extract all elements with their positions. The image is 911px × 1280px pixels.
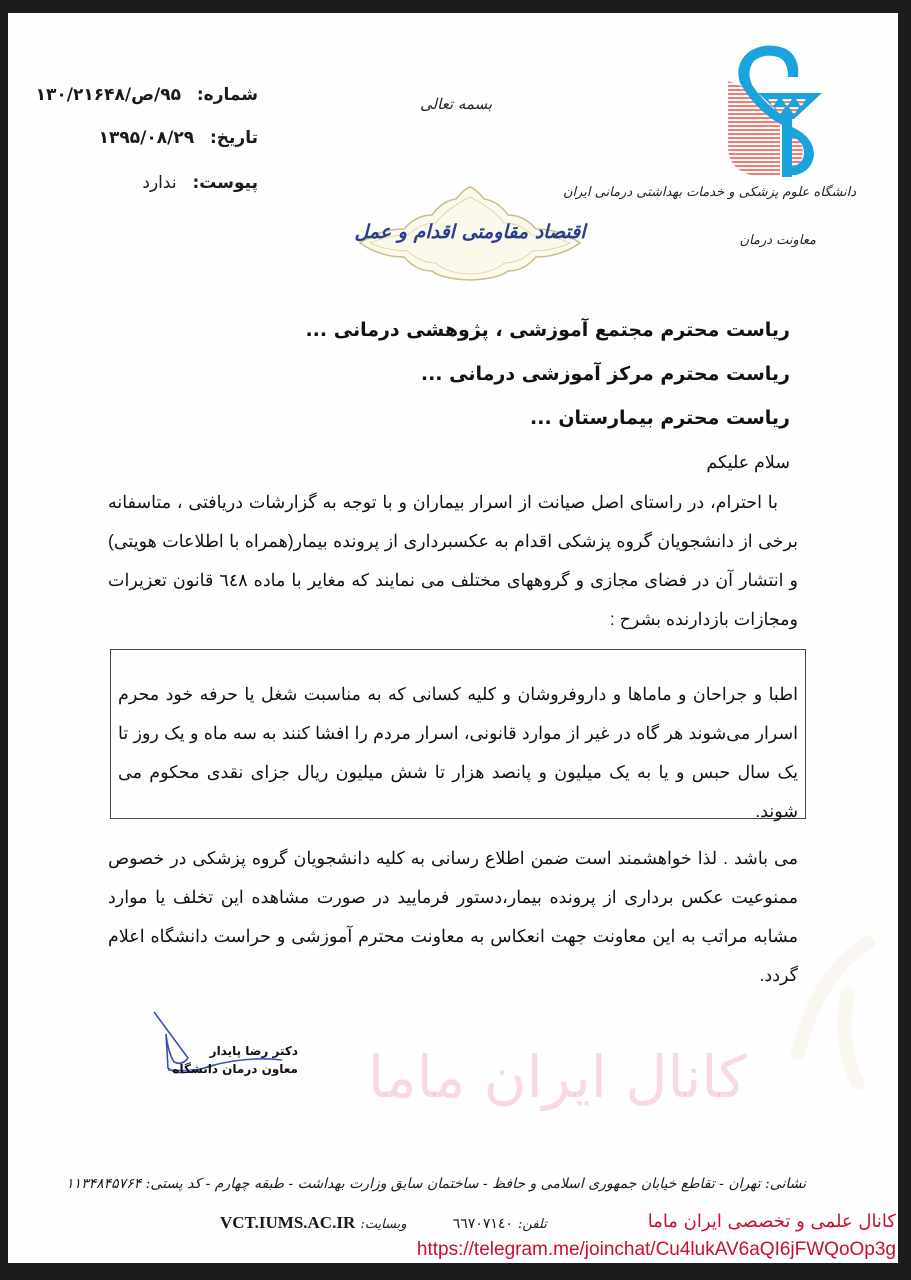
website-value[interactable]: VCT.IUMS.AC.IR bbox=[220, 1213, 356, 1232]
letter-attachment-value: ندارد bbox=[142, 173, 177, 193]
website-label: وبسایت: bbox=[360, 1217, 407, 1232]
footer-address: نشانی: تهران - تقاطع خیابان جمهوری اسلامی و حافظ - ساختمان سابق وزارت بهداشت - طبقه چهارم - کد پستی: ۱۱۳۴۸۴۵۷۶۴ bbox=[66, 1176, 806, 1192]
signer-name: دکتر رضا پایدار bbox=[209, 1044, 298, 1058]
closing-paragraph: می باشد . لذا خواهشمند است ضمن اطلاع رسانی به کلیه دانشجویان گروه پزشکی در خصوص ممنوعیت عکس برداری از پرونده بیمار،دستور فرمایید در صورت مشاهده این تخلف یا موارد مشابه مراتب به این معاونت جهت انعکاس به معاونت محترم آموزشی و حراست دانشگاه اعلام گردد. bbox=[108, 848, 798, 985]
addressee-line: ریاست محترم مرکز آموزشی درمانی ... bbox=[420, 363, 790, 385]
footer-contact bbox=[220, 1213, 547, 1233]
signature-block bbox=[148, 1008, 318, 1088]
department-name: معاونت درمان bbox=[739, 233, 816, 248]
letter-date bbox=[99, 128, 258, 148]
phone-value: ٦٦٧٠٧١٤٠ bbox=[452, 1216, 513, 1232]
letter-attachment-label: پیوست: bbox=[192, 173, 258, 193]
slogan-emblem bbox=[350, 185, 590, 281]
letter-date-value: ۱۳۹۵/۰۸/۲۹ bbox=[98, 128, 195, 148]
phone-label: تلفن: bbox=[517, 1217, 547, 1232]
watermark-text: کانال ایران ماما bbox=[368, 1043, 747, 1111]
addressee-line: ریاست محترم بیمارستان ... bbox=[530, 407, 790, 429]
letter-number-value: ۹۵/ص/۱۳۰/۲۱۶۴۸ bbox=[35, 85, 181, 105]
intro-paragraph: با احترام، در راستای اصل صیانت از اسرار بیماران و با توجه به گزارشات دریافتی ، متاسفانه برخی از دانشجویان گروه پزشکی اقدام به عکسبرداری از پرونده بیمار(همراه با اطلاعات هویتی) و انتشار آن در فضای مجازی و گروههای مختلف می نمایند که مغایر با ماده ٦٤٨ قانون تعزیرات ومجازات بازدارنده بشرح : bbox=[108, 492, 798, 629]
university-name: دانشگاه علوم پزشکی و خدمات بهداشتی درمانی ایران bbox=[562, 185, 856, 200]
university-logo bbox=[722, 41, 832, 181]
university-emblem-icon bbox=[722, 41, 832, 181]
signer-title: معاون درمان دانشگاه bbox=[172, 1062, 298, 1076]
greeting: سلام علیکم bbox=[706, 452, 790, 472]
channel-name: کانال علمی و تخصصی ایران ماما bbox=[647, 1211, 896, 1232]
basmala-heading: بسمه تعالی bbox=[420, 95, 493, 113]
letter-attachment bbox=[142, 173, 258, 193]
quoted-law-text: اطبا و جراحان و ماماها و داروفروشان و کلیه کسانی که به مناسبت شغل یا حرفه خود محرم اسرار می‌شوند هر گاه در غیر از موارد قانونی، اسرار مردم را افشا کنند به سه ماه و یک روز تا یک سال حبس و یا به یک میلیون و پانصد هزار تا شش میلیون ریال جزای نقدی محکوم می شوند. bbox=[118, 684, 798, 821]
faint-logo-watermark-icon bbox=[778, 933, 888, 1093]
slogan-text: اقتصاد مقاومتی اقدام و عمل bbox=[354, 221, 586, 243]
letter-date-label: تاریخ: bbox=[210, 128, 258, 148]
channel-link[interactable]: https://telegram.me/joinchat/Cu4lukAV6aQI6jFWQoOp3g bbox=[416, 1239, 896, 1260]
addressee-line: ریاست محترم مجتمع آموزشی ، پژوهشی درمانی ... bbox=[305, 319, 790, 341]
letter-number bbox=[36, 85, 258, 105]
letter-number-label: شماره: bbox=[196, 85, 258, 105]
letter-page bbox=[8, 13, 898, 1263]
